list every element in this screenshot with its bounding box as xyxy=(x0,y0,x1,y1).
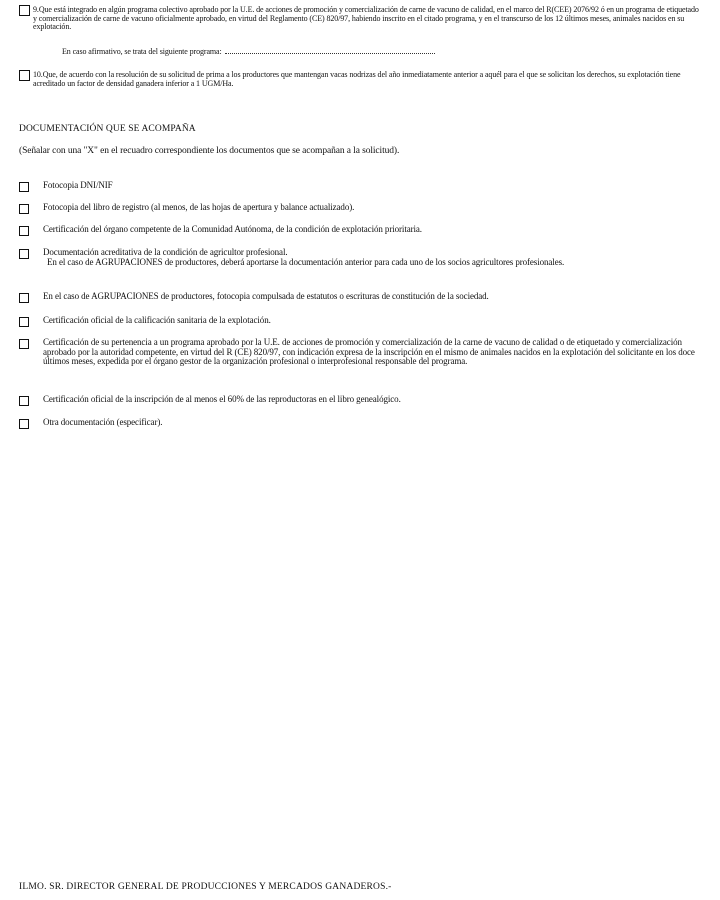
doc-checkbox-programa-calidad[interactable] xyxy=(19,339,29,349)
doc-item-agricultor-profesional xyxy=(43,248,703,267)
footer-addressee: ILMO. SR. DIRECTOR GENERAL DE PRODUCCIONES Y MERCADOS GANADEROS.- xyxy=(19,882,392,892)
doc-item-explotacion-prioritaria: Certificación del órgano competente de la Comunidad Autónoma, de la condición de explotación prioritaria. xyxy=(43,224,422,234)
doc-item-estatutos: En el caso de AGRUPACIONES de productores, fotocopia compulsada de estatutos o escrituras de constitución de la sociedad. xyxy=(43,291,489,301)
doc-item-libro-registro: Fotocopia del libro de registro (al menos, de las hojas de apertura y balance actualizado). xyxy=(43,202,355,212)
doc-checkbox-agricultor-profesional[interactable] xyxy=(19,249,29,259)
doc-checkbox-otra[interactable] xyxy=(19,419,29,429)
doc-item-programa-calidad: Certificación de su pertenencia a un programa aprobado por la U.E. de acciones de promoción y comercialización de la carne de vacuno de calidad o de etiquetado y comercialización aprobado por la autoridad competente, en virtud del R (CE) 820/97, con indicación expresa de la inscripción en el mismo de animales nacidos en la explotación del solicitante en los doce últimos meses, expedida por el órgano gestor de la organización profesional o interprofesional responsable del programa. xyxy=(43,337,695,366)
doc-checkbox-libro-genealogico[interactable] xyxy=(19,396,29,406)
documentation-instruction: (Señalar con una "X" en el recuadro correspondiente los documentos que se acompañan a la solicitud). xyxy=(19,146,400,156)
item9-followup-row xyxy=(62,48,682,57)
item10-text: Que, de acuerdo con la resolución de su solicitud de prima a los productores que mantengan vacas nodrizas del año inmediatamente anterior a aquél para el que se solicitan los derechos, su explotación tiene acreditado un factor de densidad ganadera inferior a 1 UGM/Ha. xyxy=(33,70,681,88)
doc-checkbox-calificacion-sanitaria[interactable] xyxy=(19,317,29,327)
doc-checkbox-explotacion-prioritaria[interactable] xyxy=(19,226,29,236)
documentation-heading: DOCUMENTACIÓN QUE SE ACOMPAÑA xyxy=(19,124,196,134)
item9-block xyxy=(33,6,703,32)
doc-item-libro-genealogico: Certificación oficial de la inscripción de al menos el 60% de las reproductoras en el libro genealógico. xyxy=(43,394,401,404)
doc-checkbox-libro-registro[interactable] xyxy=(19,204,29,214)
item10-checkbox[interactable] xyxy=(19,70,30,81)
item9-number: 9. xyxy=(33,5,39,14)
doc-item-agricultor-profesional-text: Documentación acreditativa de la condición de agricultor profesional. xyxy=(43,247,288,257)
doc-checkbox-estatutos[interactable] xyxy=(19,293,29,303)
doc-item-otra: Otra documentación (especificar). xyxy=(43,417,163,427)
item9-text: Que está integrado en algún programa colectivo aprobado por la U.E. de acciones de promoción y comercialización de carne de vacuno de calidad, en el marco del R(CEE) 2076/92 ó en un programa de etiquetado y comercialización de carne de vacuno oficialmente aprobado, en virtud del Reglamento (CE) 820/97, habiendo inscrito en el citado programa, y en el transcurso de los 12 últimos meses, animales nacidos en su explotación. xyxy=(33,5,699,32)
item9-checkbox[interactable] xyxy=(19,5,30,16)
doc-checkbox-dni[interactable] xyxy=(19,182,29,192)
item10-block xyxy=(33,71,703,88)
doc-item-agricultor-profesional-note: En el caso de AGRUPACIONES de productores, deberá aportarse la documentación anterior para cada uno de los socios agricultores profesionales. xyxy=(47,256,565,267)
program-name-field[interactable] xyxy=(225,53,435,54)
doc-item-calificacion-sanitaria: Certificación oficial de la calificación sanitaria de la explotación. xyxy=(43,315,271,325)
item9-followup-label: En caso afirmativo, se trata del siguiente programa: xyxy=(62,47,222,56)
doc-item-dni: Fotocopia DNI/NIF xyxy=(43,180,113,190)
item10-number: 10. xyxy=(33,70,43,79)
